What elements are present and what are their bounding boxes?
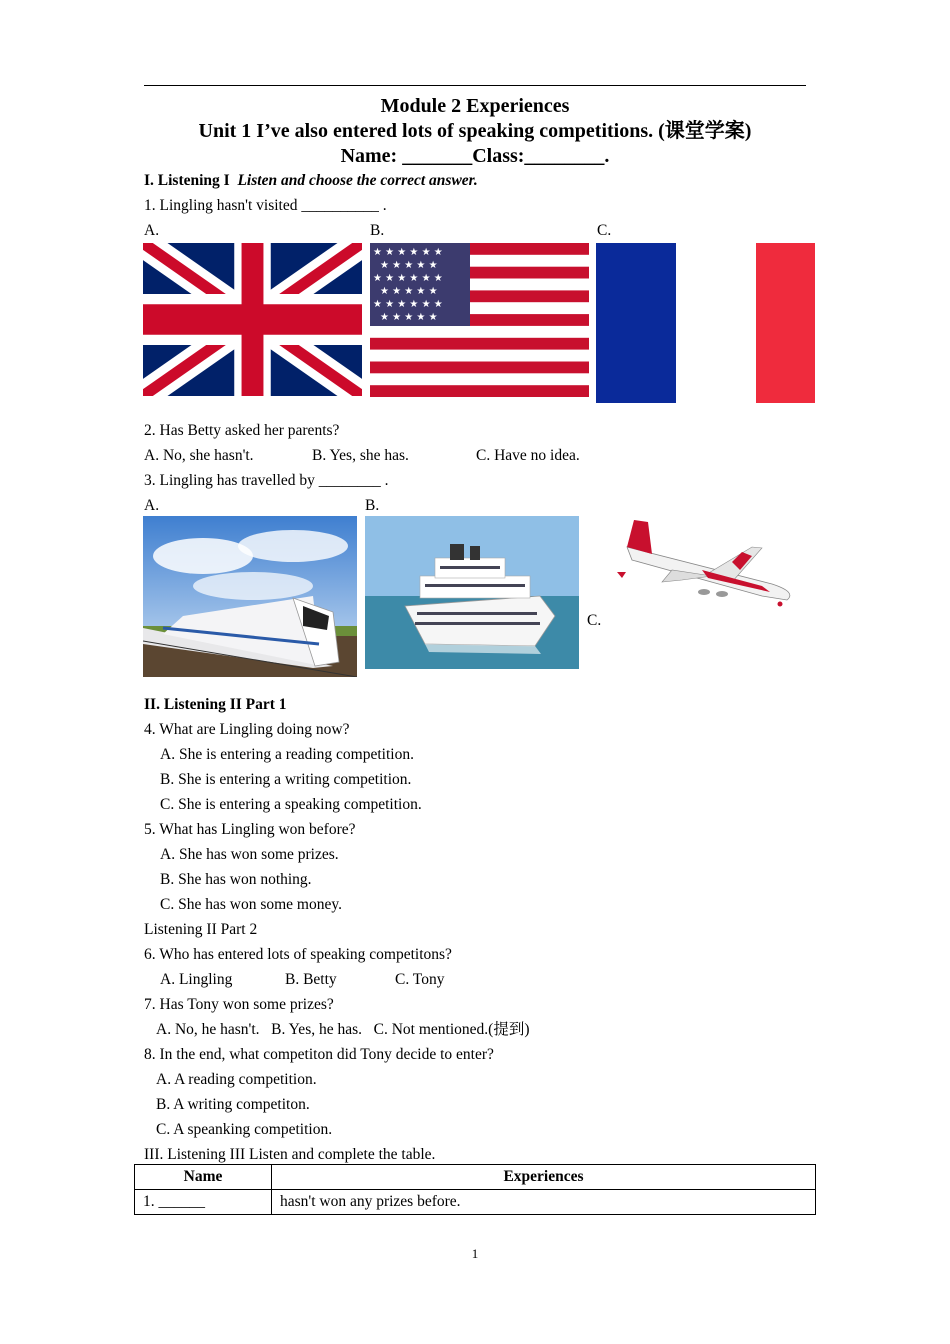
- q2-option-b: B. Yes, she has.: [312, 447, 409, 464]
- question-8: 8. In the end, what competiton did Tony decide to enter?: [144, 1046, 494, 1063]
- section3-heading: III. Listening III Listen and complete the table.: [144, 1146, 436, 1163]
- question-6: 6. Who has entered lots of speaking competitons?: [144, 946, 452, 963]
- q5-option-a: A. She has won some prizes.: [160, 846, 339, 863]
- q7-options: A. No, he hasn't. B. Yes, he has. C. Not mentioned.(提到): [156, 1021, 530, 1038]
- plane-image: [612, 512, 802, 612]
- svg-text:★ ★ ★ ★ ★ ★: ★ ★ ★ ★ ★ ★: [373, 247, 443, 258]
- name-class-line: Name: _______Class:________.: [340, 145, 610, 167]
- section2-heading: II. Listening II Part 1: [144, 696, 287, 713]
- q8-option-c: C. A speanking competition.: [156, 1121, 333, 1138]
- svg-text:★ ★ ★ ★ ★ ★: ★ ★ ★ ★ ★ ★: [373, 273, 443, 284]
- q4-option-c: C. She is entering a speaking competition.: [160, 796, 422, 813]
- section1-title: I. Listening I: [144, 172, 230, 189]
- q1-label-a: A.: [144, 222, 160, 239]
- svg-text:★ ★ ★ ★ ★: ★ ★ ★ ★ ★: [380, 260, 438, 271]
- part2-heading: Listening II Part 2: [144, 921, 258, 938]
- section1-heading: [144, 171, 478, 191]
- table-header-name: Name: [135, 1165, 272, 1190]
- q3-label-c: C.: [587, 612, 602, 629]
- q6-option-b: B. Betty: [285, 971, 337, 988]
- q8-option-a: A. A reading competition.: [156, 1071, 317, 1088]
- table-header-row: [135, 1165, 816, 1190]
- table-cell-experience: hasn't won any prizes before.: [272, 1190, 816, 1215]
- q4-option-b: B. She is entering a writing competition.: [160, 771, 412, 788]
- page-number: 1: [471, 1246, 479, 1261]
- svg-text:★ ★ ★ ★ ★ ★: ★ ★ ★ ★ ★ ★: [373, 299, 443, 310]
- question-5: 5. What has Lingling won before?: [144, 821, 356, 838]
- q5-option-b: B. She has won nothing.: [160, 871, 312, 888]
- question-3: 3. Lingling has travelled by ________ .: [144, 472, 389, 489]
- us-flag-image: [370, 243, 589, 397]
- france-flag-image: [596, 243, 815, 403]
- svg-text:★ ★ ★ ★ ★: ★ ★ ★ ★ ★: [380, 312, 438, 323]
- header-rule: [144, 85, 806, 86]
- ship-image: [365, 516, 579, 669]
- train-image: [143, 516, 357, 677]
- experiences-table: [134, 1164, 816, 1215]
- question-1: 1. Lingling hasn't visited __________ .: [144, 197, 387, 214]
- section1-instruction: Listen and choose the correct answer.: [237, 172, 478, 189]
- q3-label-b: B.: [365, 497, 380, 514]
- q1-label-c: C.: [597, 222, 612, 239]
- table-row: [135, 1190, 816, 1215]
- question-4: 4. What are Lingling doing now?: [144, 721, 350, 738]
- uk-flag-image: [143, 243, 362, 396]
- q2-option-a: A. No, she hasn't.: [144, 447, 254, 464]
- q6-option-c: C. Tony: [395, 971, 445, 988]
- q3-label-a: A.: [144, 497, 160, 514]
- svg-text:★ ★ ★ ★ ★: ★ ★ ★ ★ ★: [380, 286, 438, 297]
- q4-option-a: A. She is entering a reading competition.: [160, 746, 414, 763]
- q2-option-c: C. Have no idea.: [476, 447, 580, 464]
- table-header-experiences: Experiences: [272, 1165, 816, 1190]
- module-title: Module 2 Experiences: [380, 95, 570, 117]
- q8-option-b: B. A writing competiton.: [156, 1096, 310, 1113]
- unit-title: Unit 1 I’ve also entered lots of speaking competitions. (课堂学案): [198, 120, 752, 142]
- q5-option-c: C. She has won some money.: [160, 896, 342, 913]
- question-7: 7. Has Tony won some prizes?: [144, 996, 334, 1013]
- q6-option-a: A. Lingling: [160, 971, 233, 988]
- table-cell-name[interactable]: 1. ______: [135, 1190, 272, 1215]
- question-2: 2. Has Betty asked her parents?: [144, 422, 340, 439]
- q1-label-b: B.: [370, 222, 385, 239]
